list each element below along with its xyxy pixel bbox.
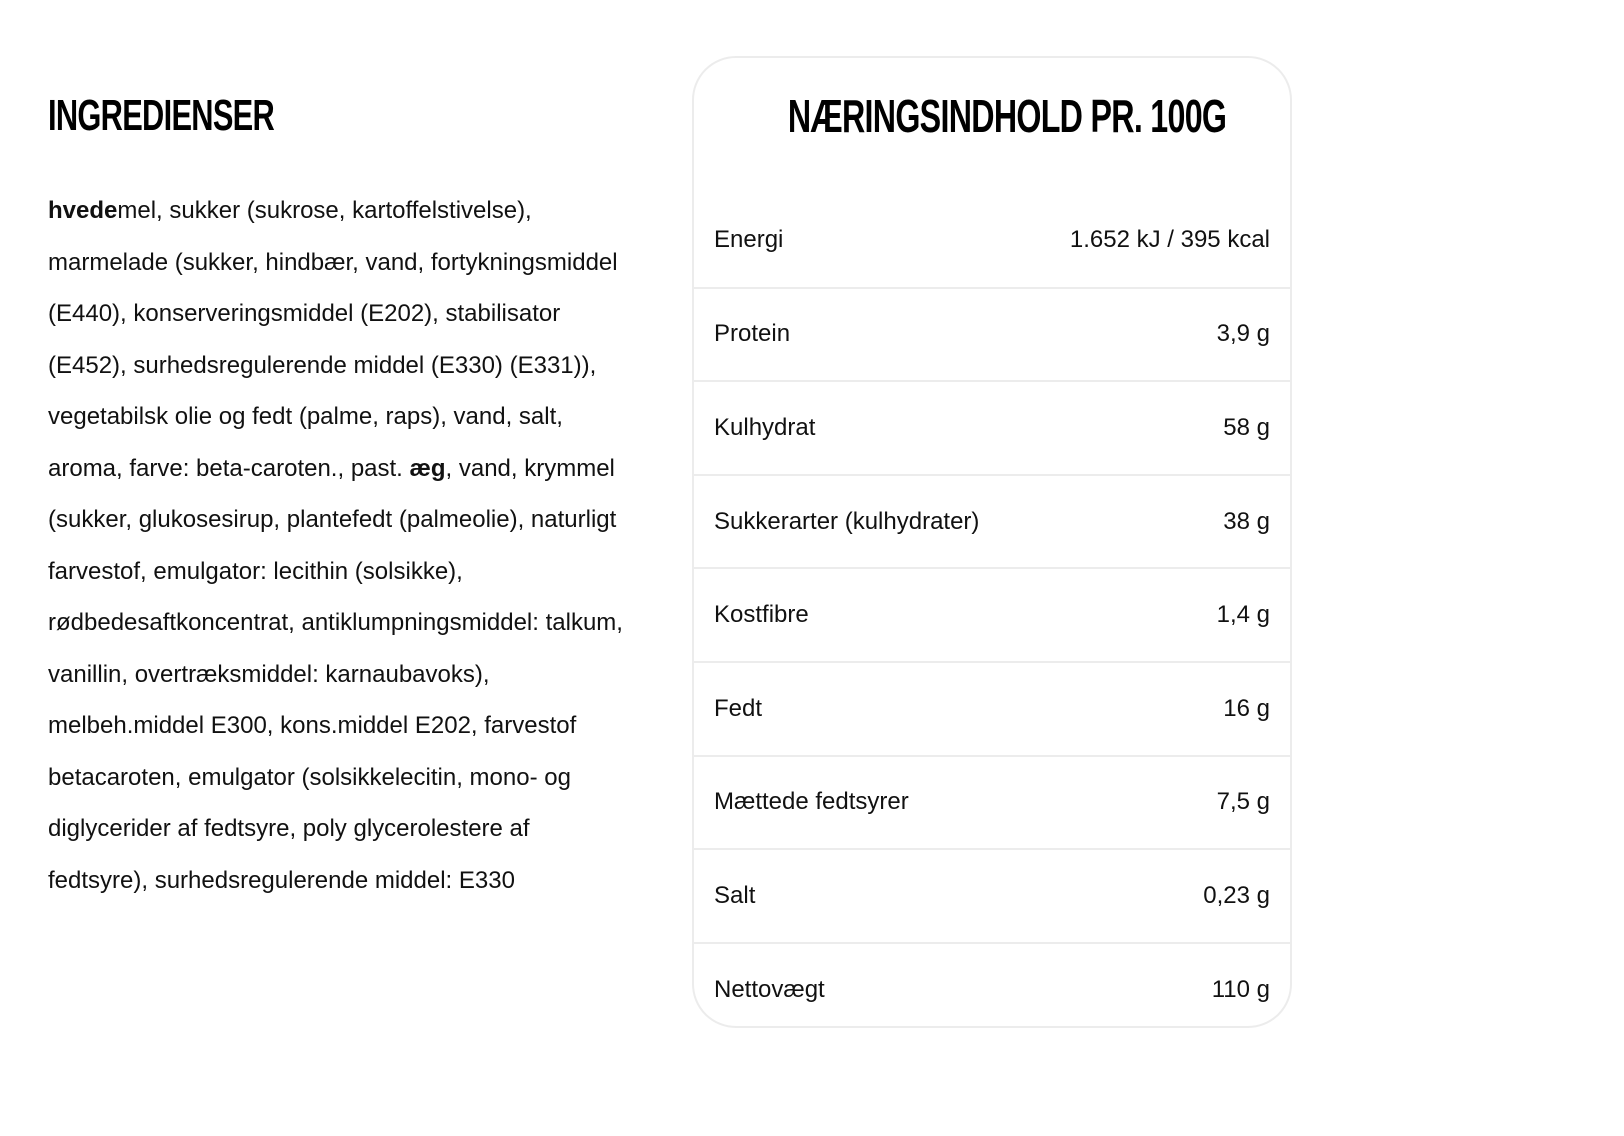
nutrition-value: 38 g bbox=[1223, 507, 1270, 535]
ingredients-section bbox=[48, 88, 628, 906]
nutrition-row-carbohydrate bbox=[694, 380, 1290, 474]
nutrition-value: 1.652 kJ / 395 kcal bbox=[1069, 225, 1270, 253]
ingredients-heading: INGREDIENSER bbox=[48, 91, 275, 140]
allergen-wheat: hvede bbox=[48, 197, 118, 224]
nutrition-label: Fedt bbox=[714, 694, 763, 722]
nutrition-label: Salt bbox=[714, 881, 756, 909]
nutrition-row-sugars bbox=[694, 474, 1290, 568]
nutrition-label: Energi bbox=[714, 225, 784, 253]
nutrition-value: 0,23 g bbox=[1203, 881, 1270, 909]
nutrition-table bbox=[692, 56, 1292, 1028]
nutrition-row-fat bbox=[694, 661, 1290, 755]
ingredients-text-part: mel, sukker (sukrose, kartoffelstivelse), marmelade (sukker, hindbær, vand, fortykningsmiddel (E440), konserveringsmiddel (E202), stabilisator (E452), surhedsregulerende middel (E330) (E331)), vegetabilsk olie og fedt (palme, raps), vand, salt, aroma, farve: beta-caroten., past. bbox=[48, 197, 618, 482]
nutrition-value: 110 g bbox=[1211, 975, 1270, 1003]
nutrition-label: Nettovægt bbox=[714, 975, 825, 1003]
nutrition-title: NÆRINGSINDHOLD PR. 100G bbox=[787, 90, 1227, 142]
nutrition-label: Kulhydrat bbox=[714, 413, 816, 441]
nutrition-row-saturated-fat bbox=[694, 755, 1290, 849]
nutrition-row-protein bbox=[694, 287, 1290, 381]
nutrition-label: Protein bbox=[714, 320, 791, 348]
nutrition-value: 58 g bbox=[1223, 413, 1270, 441]
nutrition-header bbox=[694, 58, 1290, 193]
nutrition-label: Mættede fedtsyrer bbox=[714, 788, 909, 816]
nutrition-label: Kostfibre bbox=[714, 601, 809, 629]
nutrition-row-energy bbox=[694, 193, 1290, 287]
nutrition-value: 3,9 g bbox=[1216, 320, 1270, 348]
nutrition-value: 16 g bbox=[1223, 694, 1270, 722]
ingredients-text-part: , vand, krymmel (sukker, glukosesirup, plantefedt (palmeolie), naturligt farvestof, emulgator: lecithin (solsikke), rødbedesaftkoncentrat, antiklumpningsmiddel: talkum, vanillin, overtræksmiddel: karnaubavoks), melbeh.middel E300, kons.middel E202, farvestof betacaroten, emulgator (solsikkelecitin, mono- og diglycerider af fedtsyre, poly glycerolestere af fedtsyre), surhedsregulerende middel: E330 bbox=[48, 454, 623, 894]
nutrition-row-net-weight bbox=[694, 942, 1290, 1028]
nutrition-label: Sukkerarter (kulhydrater) bbox=[714, 507, 980, 535]
nutrition-value: 7,5 g bbox=[1216, 788, 1270, 816]
nutrition-value: 1,4 g bbox=[1216, 601, 1270, 629]
allergen-egg: æg bbox=[409, 454, 446, 482]
ingredients-text bbox=[48, 185, 628, 906]
nutrition-row-salt bbox=[694, 848, 1290, 942]
nutrition-row-fibre bbox=[694, 567, 1290, 661]
